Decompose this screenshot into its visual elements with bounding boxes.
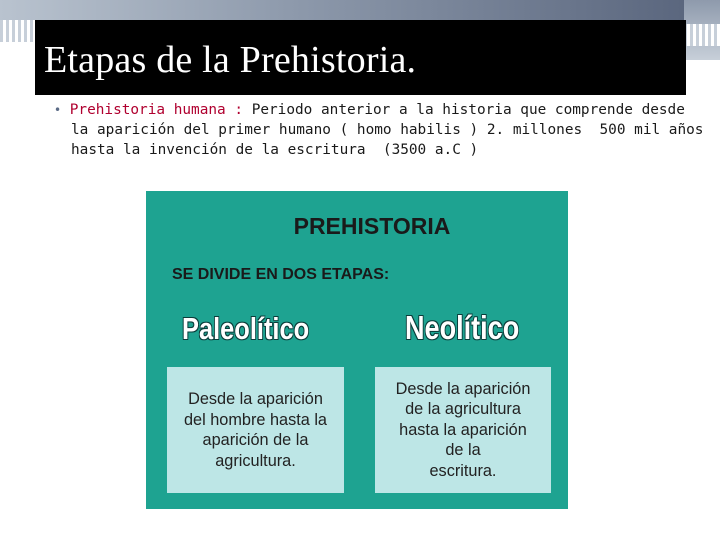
stage-description-paleolitico: Desde la aparición del hombre hasta la aparición de la agricultura. xyxy=(183,390,327,470)
stage-description-neolitico: Desde la aparición de la agricultura hasta la aparición de la escritura. xyxy=(395,379,531,480)
right-decorative-stripes xyxy=(684,24,720,46)
bullet-term: Prehistoria humana : xyxy=(69,102,244,118)
bullet-paragraph xyxy=(54,100,704,160)
bullet-line-2: la aparición del primer humano ( homo habilis ) 2. millones 500 mil años xyxy=(71,122,704,138)
stage-name-paleolitico: Paleolítico xyxy=(182,311,310,346)
stage-name-neolitico: Neolítico xyxy=(405,309,520,346)
infographic-title: PREHISTORIA xyxy=(293,213,451,239)
slide-title: Etapas de la Prehistoria. xyxy=(44,39,417,81)
stage-box-neolitico xyxy=(375,367,551,493)
bullet-line-1 xyxy=(54,100,694,120)
bullet-line-1-text: Periodo anterior a la historia que comprende desde xyxy=(243,102,685,118)
top-decorative-band xyxy=(0,0,720,20)
infographic-subtitle: SE DIVIDE EN DOS ETAPAS: xyxy=(172,266,390,283)
bullet-line-3: hasta la invención de la escritura (3500 a.C ) xyxy=(71,142,479,158)
bullet-dot-icon: • xyxy=(54,103,62,117)
left-decorative-stripes xyxy=(0,20,34,42)
stage-box-paleolitico xyxy=(167,367,344,493)
